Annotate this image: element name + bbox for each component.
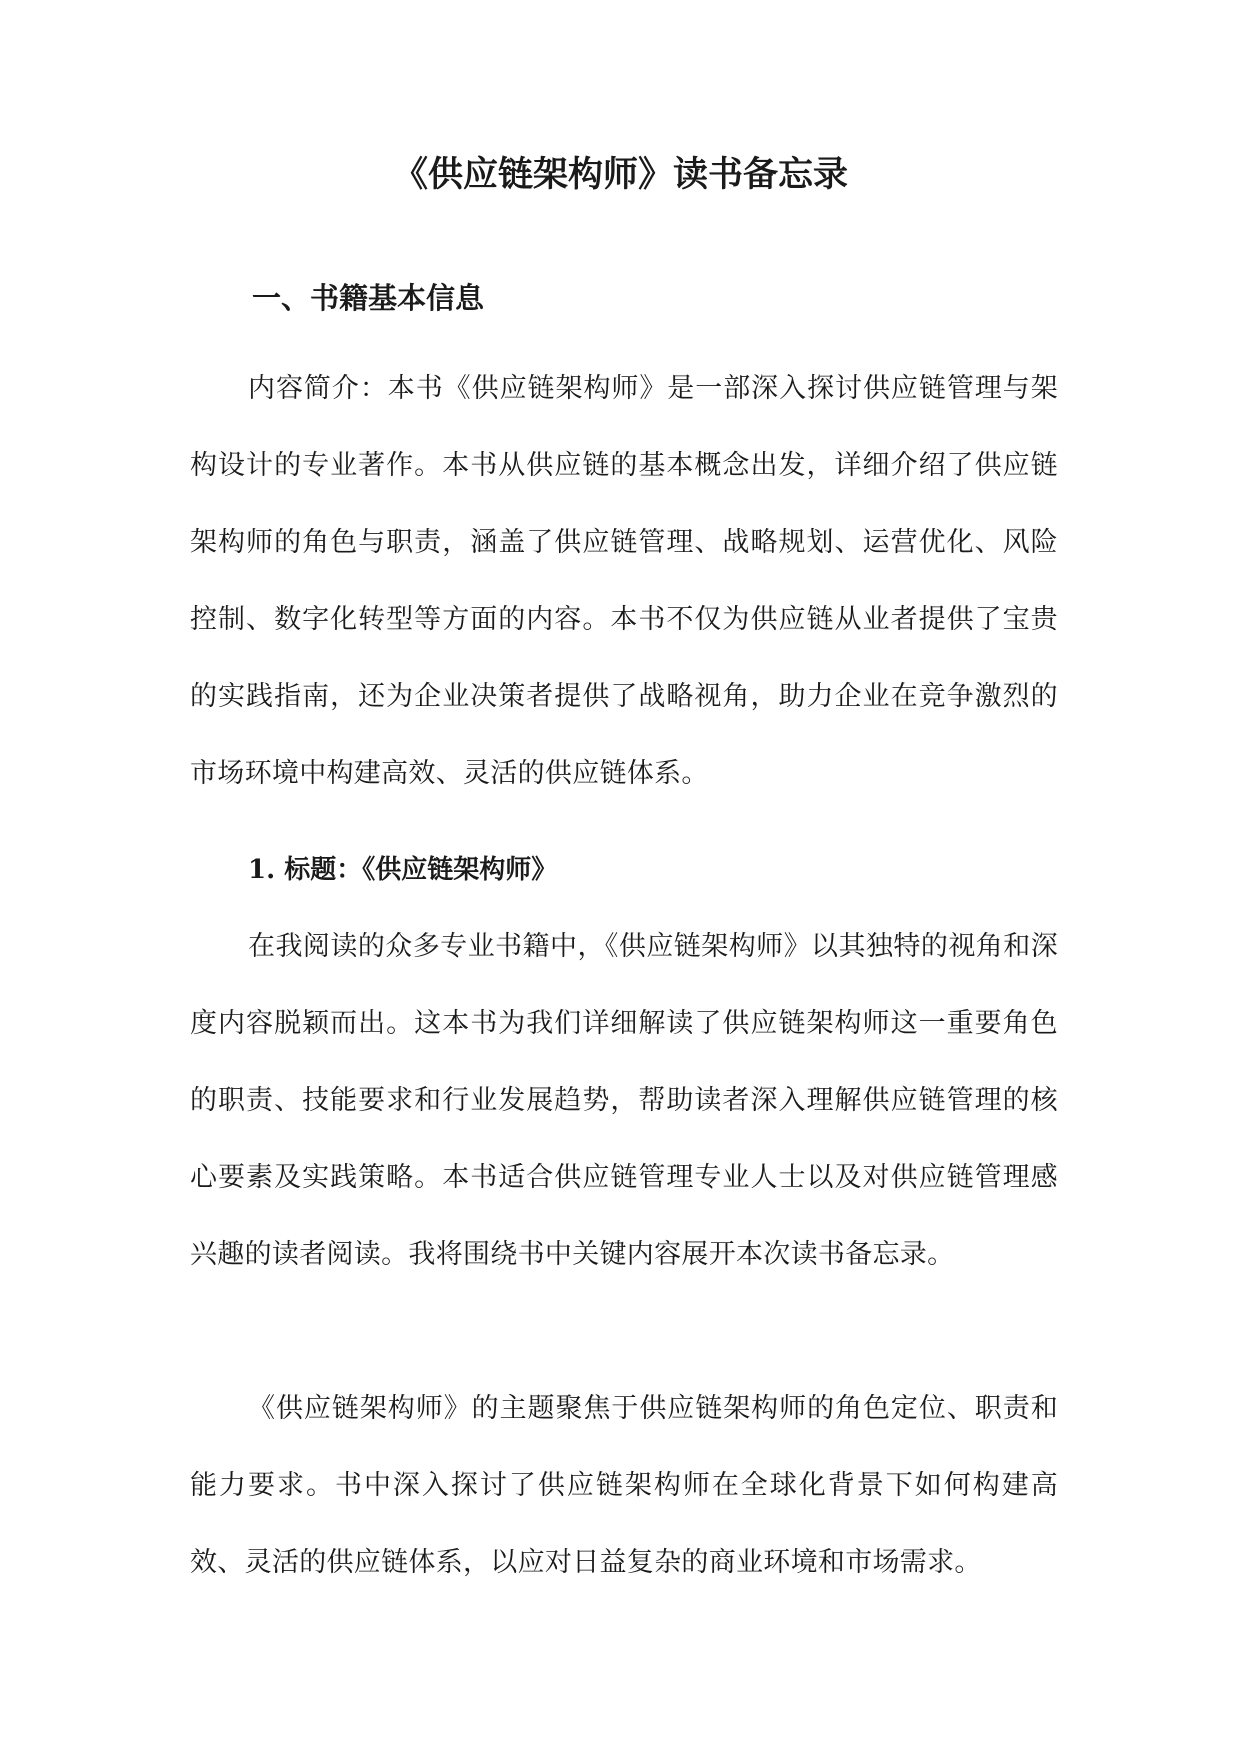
body-paragraph-theme: 《供应链架构师》的主题聚焦于供应链架构师的角色定位、职责和能力要求。书中深入探讨了供应链架构师在全球化背景下如何构建高效、灵活的供应链体系，以应对日益复杂的商业环境和市场需求。 <box>190 1393 1058 1578</box>
subheading-title: 1. 标题：《供应链架构师》 <box>248 855 558 885</box>
body-paragraph-reading-notes: 在我阅读的众多专业书籍中，《供应链架构师》以其独特的视角和深度内容脱颖而出。这本书为我们详细解读了供应链架构师这一重要角色的职责、技能要求和行业发展趋势，帮助读者深入理解供应链管理的核心要素及实践策略。本书适合供应链管理专业人士以及对供应链管理感兴趣的读者阅读。我将围绕书中关键内容展开本次读书备忘录。 <box>190 931 1058 1270</box>
intro-paragraph: 内容简介：本书《供应链架构师》是一部深入探讨供应链管理与架构设计的专业著作。本书从供应链的基本概念出发，详细介绍了供应链架构师的角色与职责，涵盖了供应链管理、战略规划、运营优化、风险控制、数字化转型等方面的内容。本书不仅为供应链从业者提供了宝贵的实践指南，还为企业决策者提供了战略视角，助力企业在竞争激烈的市场环境中构建高效、灵活的供应链体系。 <box>190 373 1058 789</box>
document-title: 《供应链架构师》读书备忘录 <box>392 154 848 195</box>
section-heading-basic-info: 一、书籍基本信息 <box>252 281 485 315</box>
